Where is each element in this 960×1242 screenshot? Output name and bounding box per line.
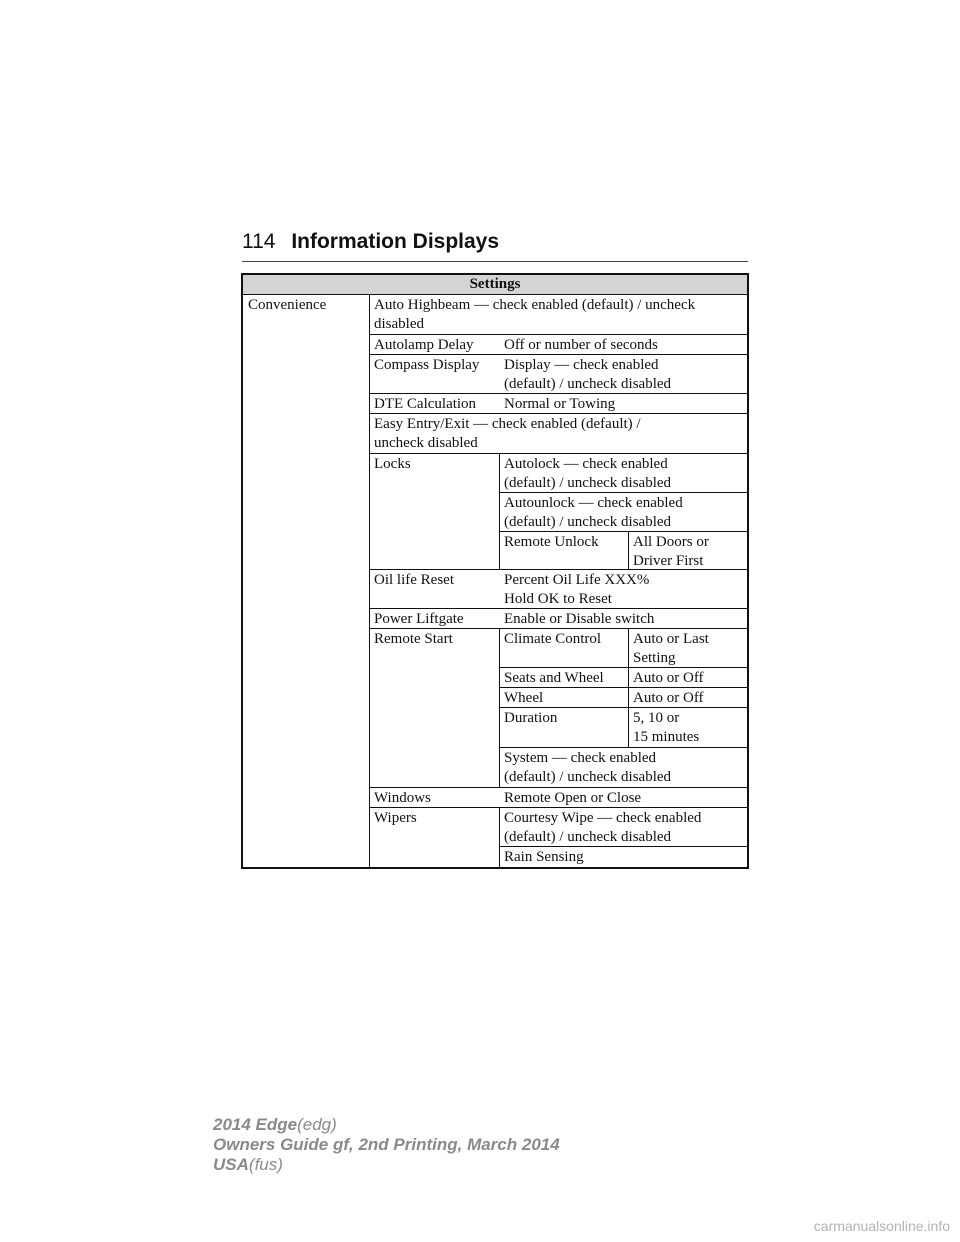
document-footer (213, 1115, 560, 1175)
wheel-label: Wheel (504, 690, 544, 706)
cell-line: Auto or Last (633, 631, 709, 647)
cell-line: All Doors or (633, 534, 709, 550)
cell-line: 15 minutes (633, 729, 700, 745)
cell-line: Auto Highbeam — check enabled (default) / uncheck (374, 297, 696, 313)
cell-line: Autounlock — check enabled (504, 495, 683, 511)
seats-and-wheel-label: Seats and Wheel (504, 670, 604, 686)
remote-unlock-label: Remote Unlock (504, 534, 599, 550)
autolamp-delay-label: Autolamp Delay (374, 337, 474, 353)
autolamp-delay-value: Off or number of seconds (504, 337, 658, 353)
page-number: 114 (242, 230, 276, 253)
seats-and-wheel-value: Auto or Off (633, 670, 704, 686)
auto-highbeam-cell (369, 295, 700, 334)
remote-start-label: Remote Start (374, 631, 453, 647)
footer-guide: Owners Guide gf, 2nd Printing, March 2014 (213, 1135, 560, 1154)
cell-line: Hold OK to Reset (504, 591, 612, 607)
settings-table (241, 273, 749, 869)
cell-line: (default) / uncheck disabled (504, 475, 672, 491)
cell-line: (default) / uncheck disabled (504, 514, 672, 530)
cell-line: Setting (633, 650, 676, 666)
power-liftgate-value: Enable or Disable switch (504, 611, 655, 627)
cell-line: (default) / uncheck disabled (504, 829, 672, 845)
cell-line: 5, 10 or (633, 710, 680, 726)
duration-value (628, 708, 704, 747)
remote-unlock-value (628, 532, 714, 571)
footer-model-code: (edg) (297, 1115, 337, 1134)
cell-line: (default) / uncheck disabled (504, 769, 672, 785)
footer-model: 2014 Edge (213, 1115, 298, 1134)
table-heading: Settings (243, 275, 747, 295)
section-title: Information Displays (291, 230, 500, 253)
autounlock-value (499, 493, 688, 532)
footer-line (213, 1115, 560, 1135)
cell-line: Easy Entry/Exit — check enabled (default) / (374, 416, 641, 432)
watermark: carmanualsonline.info (813, 1218, 950, 1234)
category-convenience: Convenience (248, 297, 327, 313)
footer-line (213, 1155, 560, 1175)
wheel-value: Auto or Off (633, 690, 704, 706)
footer-market: USA (213, 1155, 249, 1174)
dte-calculation-value: Normal or Towing (504, 396, 616, 412)
page-header (242, 229, 748, 255)
footer-market-code: (fus) (248, 1155, 283, 1174)
climate-control-label: Climate Control (504, 631, 602, 647)
header-rule (242, 261, 748, 262)
cell-line: Percent Oil Life XXX% (504, 572, 650, 588)
oil-life-reset-value (499, 570, 654, 609)
easy-entry-cell (369, 414, 646, 453)
courtesy-wipe-value (499, 808, 706, 847)
wipers-label: Wipers (374, 810, 417, 826)
dte-calculation-label: DTE Calculation (374, 396, 477, 412)
cell-line: System — check enabled (504, 750, 657, 766)
windows-value: Remote Open or Close (504, 790, 642, 806)
cell-line: disabled (374, 316, 424, 332)
cell-line: uncheck disabled (374, 435, 478, 451)
system-value (499, 748, 676, 787)
cell-line: Courtesy Wipe — check enabled (504, 810, 702, 826)
climate-control-value (628, 629, 714, 668)
cell-line: Autolock — check enabled (504, 456, 668, 472)
locks-label: Locks (374, 456, 411, 472)
cell-line: Driver First (633, 553, 704, 569)
oil-life-reset-label: Oil life Reset (374, 572, 454, 588)
duration-label: Duration (504, 710, 558, 726)
cell-line: (default) / uncheck disabled (504, 376, 672, 392)
compass-display-value (499, 355, 676, 394)
windows-label: Windows (374, 790, 431, 806)
compass-display-label: Compass Display (374, 357, 480, 373)
autolock-value (499, 454, 676, 493)
rain-sensing-value: Rain Sensing (504, 849, 584, 865)
power-liftgate-label: Power Liftgate (374, 611, 464, 627)
cell-line: Display — check enabled (504, 357, 659, 373)
